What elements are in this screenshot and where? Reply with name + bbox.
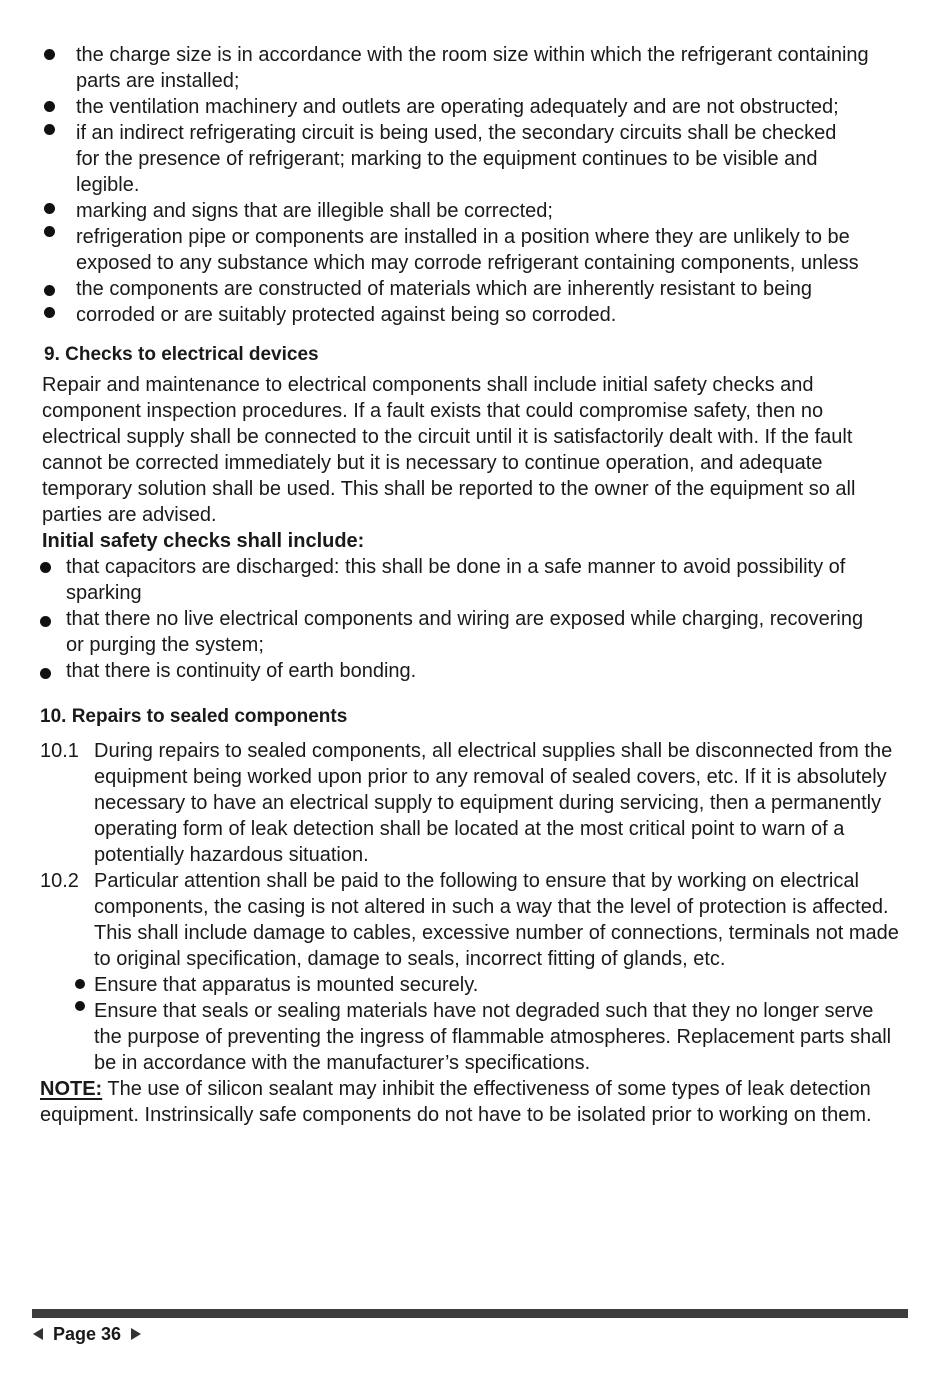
- paragraph-line: component inspection procedures. If a fault exists that could compromise safety, then no: [42, 400, 824, 422]
- note-line: equipment. Instrinsically safe components do not have to be isolated prior to working on them.: [40, 1104, 872, 1126]
- paragraph-line: electrical supply shall be connected to the circuit until it is satisfactorily dealt with. If the fault: [42, 426, 853, 448]
- bullet-text-line: that there is continuity of earth bonding.: [66, 660, 417, 682]
- bullet-text-line: that there no live electrical components and wiring are exposed while charging, recovering: [66, 608, 864, 630]
- page-number: Page 36: [53, 1324, 122, 1344]
- bullet-text-line: marking and signs that are illegible shall be corrected;: [76, 200, 553, 222]
- bullet-text-line: the components are constructed of materials which are inherently resistant to being: [76, 278, 812, 300]
- item-number: 10.2: [40, 870, 79, 892]
- paragraph-line: parties are advised.: [42, 504, 217, 526]
- item-number: 10.1: [40, 740, 79, 762]
- note-text: The use of silicon sealant may inhibit the effectiveness of some types of leak detection: [102, 1078, 871, 1100]
- bullet-text-line: the ventilation machinery and outlets are operating adequately and are not obstructed;: [76, 96, 839, 118]
- bullet-text-line: or purging the system;: [66, 634, 264, 656]
- bullet-text-line: legible.: [76, 174, 140, 196]
- triangle-right-icon[interactable]: [131, 1328, 141, 1340]
- bullet-text-line: if an indirect refrigerating circuit is being used, the secondary circuits shall be checked: [76, 122, 837, 144]
- paragraph-line: cannot be corrected immediately but it is necessary to continue operation, and adequate: [42, 452, 823, 474]
- bullet-text-line: for the presence of refrigerant; marking to the equipment continues to be visible and: [76, 148, 818, 170]
- subheading: Initial safety checks shall include:: [42, 530, 365, 552]
- bullet-text-line: Ensure that seals or sealing materials have not degraded such that they no longer serve: [94, 1000, 874, 1022]
- triangle-left-icon[interactable]: [33, 1328, 43, 1340]
- item-text-line: components, the casing is not altered in such a way that the level of protection is affected.: [94, 896, 889, 918]
- page-navigation: [33, 1322, 141, 1346]
- paragraph-line: temporary solution shall be used. This shall be reported to the owner of the equipment so all: [42, 478, 856, 500]
- section-heading: 10. Repairs to sealed components: [40, 706, 348, 727]
- item-text-line: operating form of leak detection shall be located at the most critical point to warn of a: [94, 818, 845, 840]
- item-text-line: Particular attention shall be paid to the following to ensure that by working on electrical: [94, 870, 859, 892]
- section-heading: 9. Checks to electrical devices: [44, 344, 319, 365]
- item-text-line: equipment being worked upon prior to any removal of sealed covers, etc. If it is absolutely: [94, 766, 887, 788]
- bullet-text-line: parts are installed;: [76, 70, 240, 92]
- bullet-text-line: be in accordance with the manufacturer’s specifications.: [94, 1052, 591, 1074]
- bullet-text-line: corroded or are suitably protected against being so corroded.: [76, 304, 617, 326]
- bullet-text-line: sparking: [66, 582, 142, 604]
- item-text-line: During repairs to sealed components, all electrical supplies shall be disconnected from the: [94, 740, 893, 762]
- item-text-line: to original specification, damage to seals, incorrect fitting of glands, etc.: [94, 948, 726, 970]
- note-label: NOTE:: [40, 1078, 103, 1100]
- bullet-text-line: that capacitors are discharged: this shall be done in a safe manner to avoid possibility of: [66, 556, 846, 578]
- bullet-text-line: the purpose of preventing the ingress of flammable atmospheres. Replacement parts shall: [94, 1026, 892, 1048]
- footer-divider: [32, 1309, 908, 1318]
- bullet-text-line: exposed to any substance which may corrode refrigerant containing components, unless: [76, 252, 859, 274]
- item-text-line: This shall include damage to cables, excessive number of connections, terminals not made: [94, 922, 899, 944]
- paragraph-line: Repair and maintenance to electrical components shall include initial safety checks and: [42, 374, 814, 396]
- item-text-line: potentially hazardous situation.: [94, 844, 369, 866]
- bullet-text-line: Ensure that apparatus is mounted securely.: [94, 974, 479, 996]
- bullet-text-line: the charge size is in accordance with the room size within which the refrigerant containing: [76, 44, 869, 66]
- item-text-line: necessary to have an electrical supply to equipment during servicing, then a permanently: [94, 792, 882, 814]
- bullet-text-line: refrigeration pipe or components are installed in a position where they are unlikely to be: [76, 226, 850, 248]
- note-line: [40, 1076, 871, 1102]
